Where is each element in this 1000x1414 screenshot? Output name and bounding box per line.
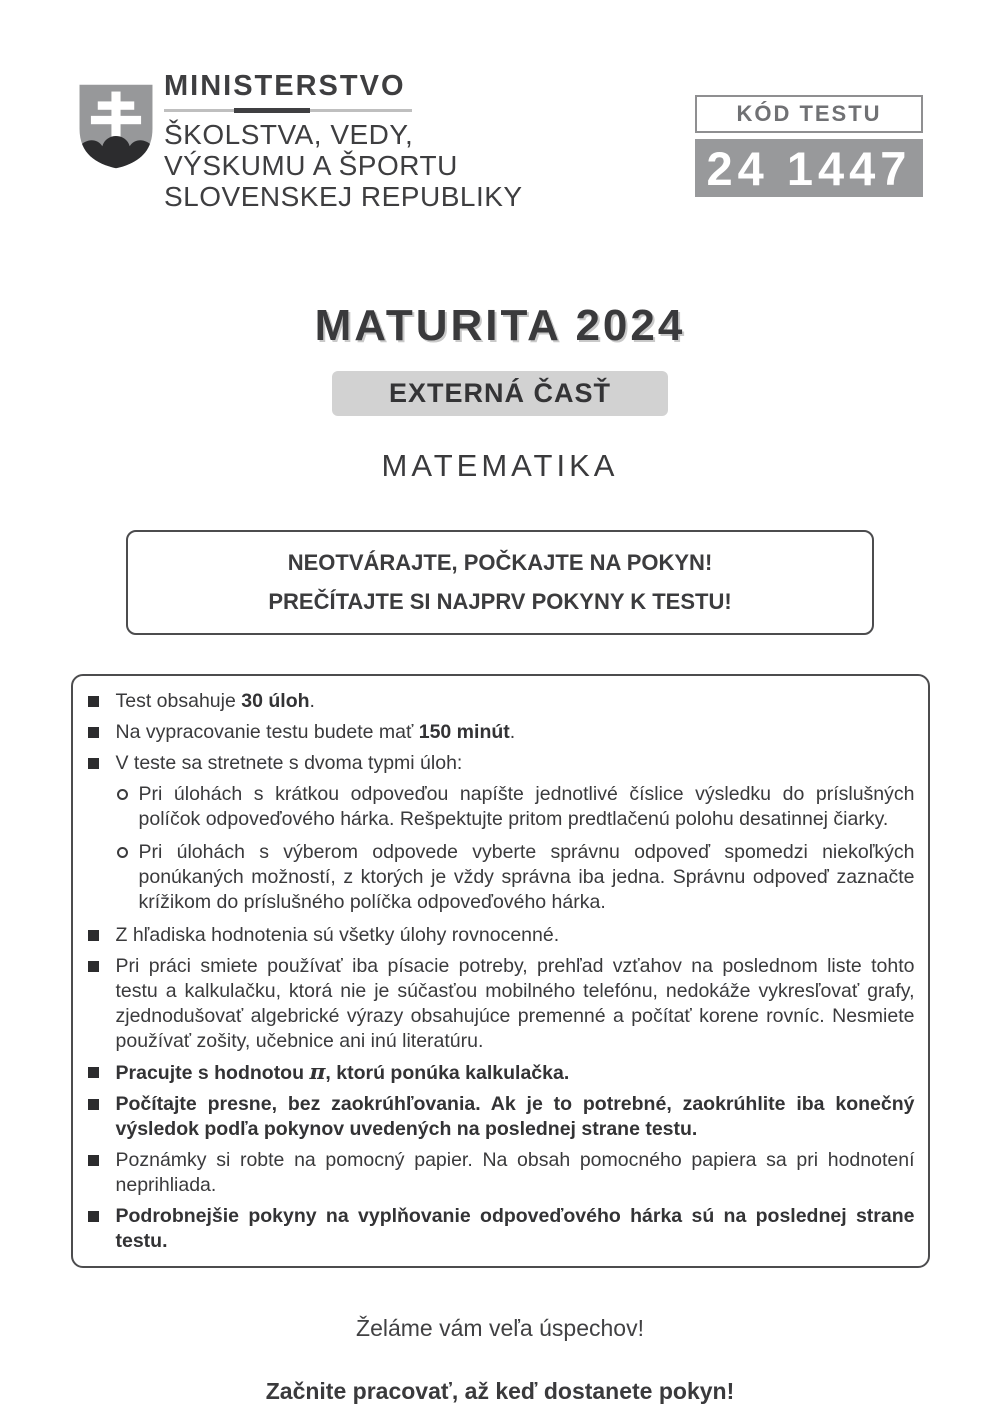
ministry-line-2: ŠKOLSTVA, VEDY, — [164, 119, 414, 150]
instruction-text: Test obsahuje 30 úloh. — [115, 690, 315, 712]
instruction-item — [85, 1148, 915, 1198]
subject-title: MATEMATIKA — [381, 448, 619, 483]
instruction-text: V teste sa stretnete s dvoma typmi úloh: — [115, 752, 463, 774]
instruction-text: Poznámky si robte na pomocný papier. Na obsah pomocného papiera sa pri hodnotení neprihliada. — [115, 1149, 915, 1196]
ministry-divider — [164, 109, 412, 112]
square-bullet-icon — [88, 1155, 99, 1166]
good-luck-text: Želáme vám veľa úspechov! — [356, 1315, 644, 1341]
square-bullet-icon — [88, 1067, 99, 1078]
instruction-text: Na vypracovanie testu budete mať 150 minút. — [115, 721, 516, 743]
external-part-badge: EXTERNÁ ČASŤ — [332, 371, 668, 416]
ministry-line-1: MINISTERSTVO — [164, 70, 406, 102]
square-bullet-icon — [88, 696, 99, 707]
instruction-text: Podrobnejšie pokyny na vyplňovanie odpoveďového hárka sú na poslednej strane testu. — [115, 1205, 915, 1252]
instruction-item — [85, 720, 915, 745]
page-title: MATURITA 2024 — [314, 301, 686, 350]
test-code-label: KÓD TESTU — [695, 95, 923, 133]
instruction-item — [85, 751, 915, 776]
square-bullet-icon — [88, 1211, 99, 1222]
square-bullet-icon — [88, 727, 99, 738]
instruction-text: Pri práci smiete používať iba písacie potreby, prehľad vzťahov na poslednom liste tohto testu a kalkulačku, ktorá nie je súčasťou mobilného telefónu, nedokáže vykresľovať grafy, zjednodušovať algebrické výrazy obsahujúce premenné a počítať korene rovníc. Nesmiete používať zošity, učebnice ani inú literatúru. — [115, 955, 915, 1052]
instruction-item — [85, 840, 915, 915]
instruction-item — [85, 954, 915, 1054]
warning-line-2: PREČÍTAJTE SI NAJPRV POKYNY K TESTU! — [268, 589, 732, 614]
instruction-item — [85, 1060, 915, 1086]
ministry-name-block — [164, 70, 523, 212]
instruction-item — [85, 1204, 915, 1254]
slovak-coat-of-arms-icon — [78, 83, 154, 175]
test-code-value: 24 1447 — [695, 139, 923, 197]
instruction-text: Počítajte presne, bez zaokrúhľovania. Ak je to potrebné, zaokrúhlite iba konečný výsledok podľa pokynov uvedených na poslednej strane testu. — [115, 1093, 915, 1140]
instruction-item — [85, 1092, 915, 1142]
square-bullet-icon — [88, 758, 99, 769]
warning-line-1: NEOTVÁRAJTE, POČKAJTE NA POKYN! — [287, 550, 713, 575]
start-instruction-text: Začnite pracovať, až keď dostanete pokyn! — [265, 1378, 735, 1404]
instruction-item — [85, 923, 915, 948]
square-bullet-icon — [88, 1099, 99, 1110]
instructions-box — [71, 674, 930, 1268]
square-bullet-icon — [88, 961, 99, 972]
page-header — [0, 0, 1000, 215]
warning-box — [126, 530, 874, 635]
instruction-text: Z hľadiska hodnotenia sú všetky úlohy rovnocenné. — [115, 924, 560, 946]
instruction-text: Pri úlohách s krátkou odpoveďou napíšte jednotlivé číslice výsledku do príslušných políčok odpoveďového hárka. Rešpektujte pritom predtlačenú polohu desatinnej čiarky. — [138, 783, 915, 830]
circle-bullet-icon — [117, 847, 128, 858]
instruction-text: Pracujte s hodnotou π, ktorú ponúka kalkulačka. — [115, 1059, 570, 1085]
circle-bullet-icon — [117, 789, 128, 800]
instruction-item — [85, 782, 915, 832]
instruction-item — [85, 689, 915, 714]
square-bullet-icon — [88, 930, 99, 941]
instruction-text: Pri úlohách s výberom odpovede vyberte správnu odpoveď spomedzi niekoľkých ponúkaných možností, z ktorých je vždy správna iba jedna. Správnu odpoveď zaznačte krížikom do príslušného políčka odpoveďového hárka. — [138, 841, 915, 913]
ministry-line-3: VÝSKUMU A ŠPORTU — [164, 150, 458, 181]
ministry-line-4: SLOVENSKEJ REPUBLIKY — [164, 181, 523, 212]
